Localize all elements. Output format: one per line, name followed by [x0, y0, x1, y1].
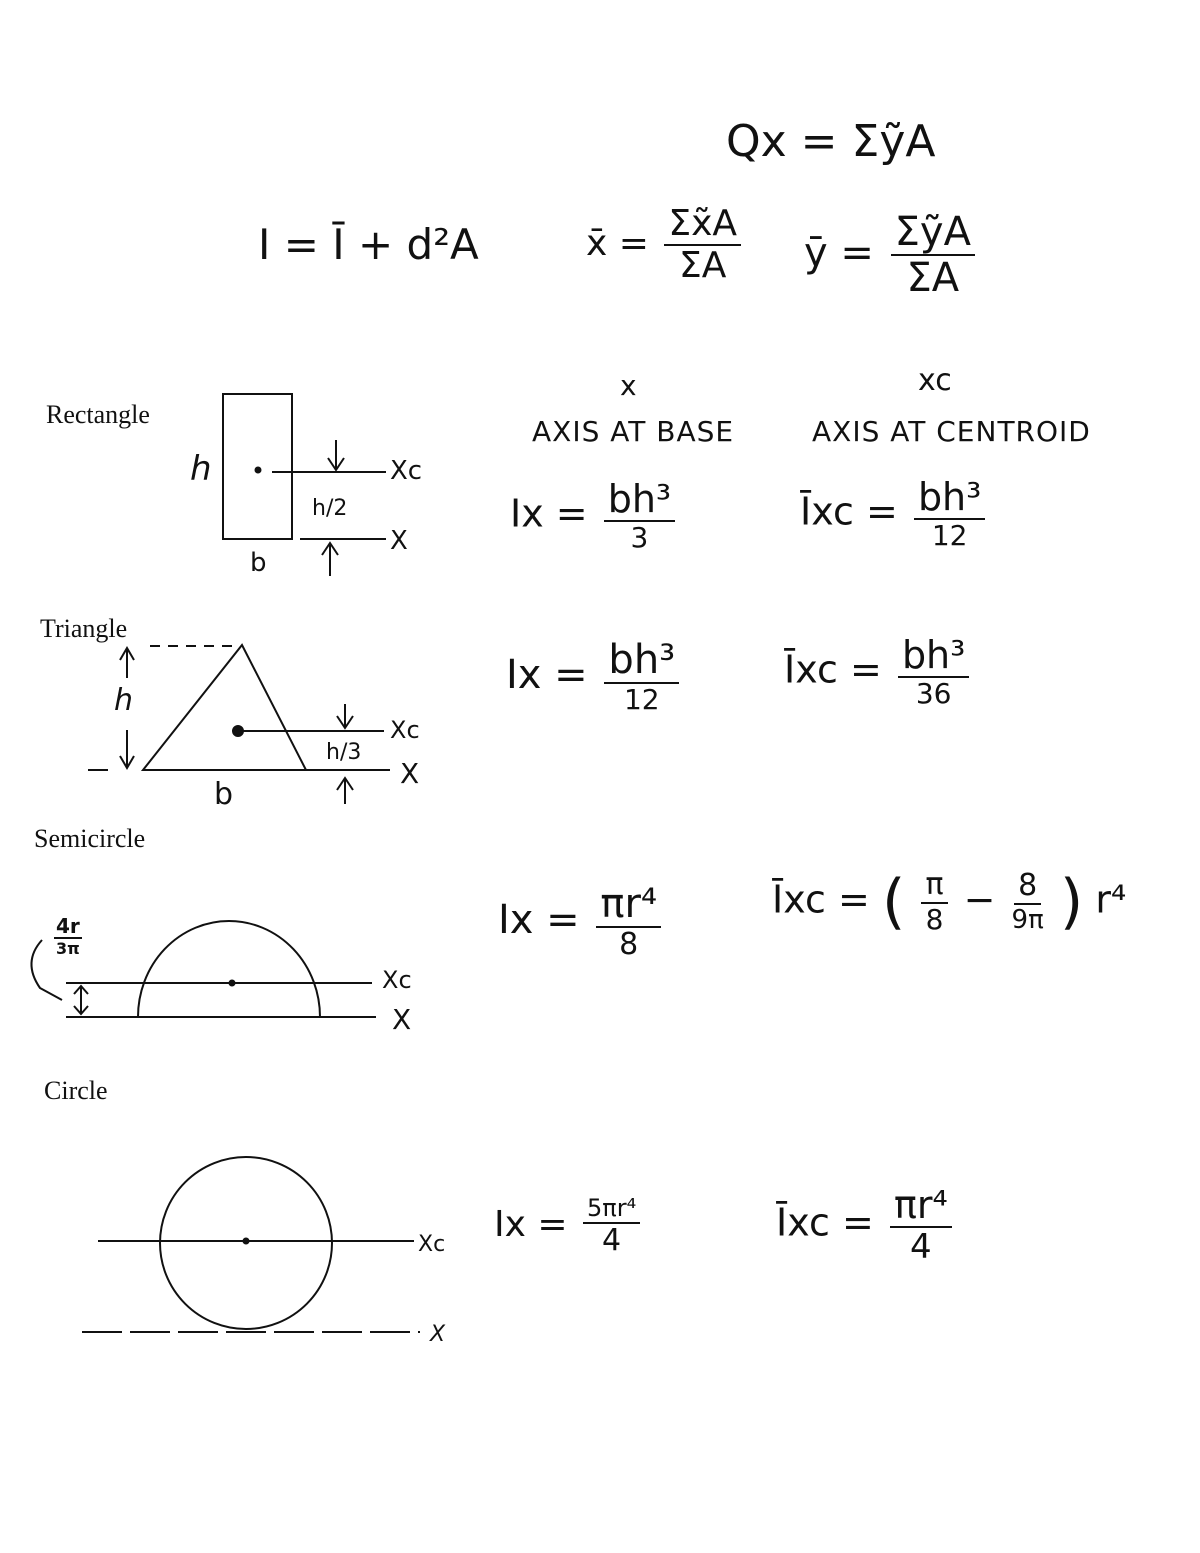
- semicircle-ixc-f1-num: π: [921, 870, 947, 904]
- rectangle-xc-label: Xc: [390, 456, 423, 486]
- triangle-ix-lhs: Ix =: [506, 652, 588, 698]
- rectangle-ix-fraction: [604, 477, 675, 554]
- semicircle-paren-close: ): [1059, 867, 1084, 937]
- rectangle-outline: [223, 394, 292, 539]
- rectangle-ixc-den: 12: [931, 519, 968, 552]
- circle-x-label: X: [430, 1322, 446, 1347]
- ybar-denominator: ΣA: [906, 255, 960, 301]
- triangle-ixc-den: 36: [915, 677, 952, 710]
- semicircle-ix-fraction: [596, 881, 661, 962]
- circle-ix-formula: [494, 1196, 644, 1256]
- semicircle-title: Semicircle: [34, 824, 146, 853]
- semicircle-offset-fraction: [54, 916, 82, 957]
- semicircle-ixc-f2-num: 8: [1014, 871, 1041, 905]
- circle-figure: [82, 1157, 420, 1332]
- triangle-b-label: b: [214, 777, 234, 812]
- circle-ixc-num: πr⁴: [890, 1186, 952, 1228]
- rectangle-x-label: X: [390, 526, 408, 556]
- rectangle-title: Rectangle: [46, 400, 150, 429]
- triangle-ix-fraction: [604, 637, 679, 716]
- xbar-denominator: ΣA: [679, 245, 727, 286]
- ybar-numerator: ΣỹA: [891, 212, 975, 256]
- triangle-offset-label: h/3: [326, 740, 362, 765]
- circle-ix-num: 5πr⁴: [583, 1196, 640, 1224]
- semicircle-offset-num: 4r: [56, 914, 80, 938]
- circle-title: Circle: [44, 1076, 108, 1105]
- xbar-lhs: x̄ =: [586, 223, 649, 264]
- rectangle-ix-lhs: Ix =: [510, 491, 588, 536]
- col2-label: AXIS AT CENTROID: [812, 415, 1091, 448]
- semicircle-ixc-frac1: [921, 867, 947, 936]
- xbar-numerator: Σx̃A: [664, 206, 741, 246]
- semicircle-xc-label: Xc: [382, 966, 412, 994]
- rectangle-ix-formula: [510, 477, 679, 554]
- triangle-x-label: X: [400, 757, 420, 790]
- circle-ixc-formula: [776, 1183, 956, 1267]
- rectangle-h-label: h: [190, 449, 212, 489]
- triangle-ixc-formula: [784, 633, 973, 710]
- circle-ixc-lhs: Īxc =: [776, 1200, 874, 1245]
- rectangle-b-label: b: [250, 548, 267, 578]
- triangle-xc-label: Xc: [390, 716, 420, 744]
- semicircle-ixc-f2-den: 9π: [1011, 905, 1044, 935]
- triangle-ixc-fraction: [898, 633, 969, 710]
- circle-xc-label: Xc: [418, 1232, 446, 1257]
- triangle-ixc-lhs: Īxc =: [784, 647, 882, 692]
- semicircle-ixc-formula: [772, 867, 1127, 937]
- triangle-h-label: h: [114, 683, 134, 718]
- rectangle-ixc-fraction: [914, 475, 985, 552]
- parallel-axis-formula: I = Ī + d²A: [258, 220, 479, 269]
- semicircle-ixc-frac2: [1011, 868, 1044, 935]
- semicircle-offset-label: [50, 916, 86, 957]
- semicircle-paren-open: (: [881, 867, 906, 937]
- rectangle-ixc-num: bh³: [914, 478, 985, 520]
- triangle-ix-num: bh³: [604, 640, 679, 684]
- ybar-fraction: [891, 209, 975, 301]
- semicircle-ix-formula: [498, 881, 665, 962]
- col1-label: AXIS AT BASE: [532, 415, 735, 448]
- qx-formula: Qx = ΣỹA: [726, 116, 936, 167]
- rectangle-offset-label: h/2: [312, 496, 348, 521]
- circle-ix-lhs: Ix =: [494, 1204, 568, 1245]
- triangle-ix-den: 12: [623, 683, 660, 716]
- col1-symbol: x: [620, 369, 637, 402]
- semicircle-ix-lhs: Ix =: [498, 897, 580, 943]
- circle-centroid-dot: [244, 1239, 249, 1244]
- circle-ix-fraction: [583, 1196, 640, 1256]
- triangle-outline: [143, 645, 306, 770]
- circle-ix-den: 4: [602, 1223, 622, 1258]
- semicircle-ix-den: 8: [619, 927, 639, 962]
- triangle-ixc-num: bh³: [898, 636, 969, 678]
- semicircle-arc: [138, 921, 320, 1017]
- circle-ixc-fraction: [890, 1183, 952, 1267]
- triangle-figure: [88, 645, 390, 804]
- triangle-ix-formula: [506, 637, 683, 716]
- triangle-title: Triangle: [40, 614, 128, 643]
- col2-symbol: xc: [918, 363, 952, 398]
- rectangle-ix-num: bh³: [604, 480, 675, 522]
- ybar-lhs: ȳ =: [804, 230, 874, 276]
- semicircle-offset-den: 3π: [55, 939, 80, 958]
- semicircle-ixc-f1-den: 8: [925, 903, 944, 936]
- rectangle-ixc-formula: [800, 475, 989, 552]
- semicircle-centroid-dot: [230, 981, 235, 986]
- rectangle-ix-den: 3: [630, 521, 649, 554]
- rectangle-ixc-lhs: Īxc =: [800, 489, 898, 534]
- ybar-formula: [804, 209, 979, 301]
- rectangle-figure: [223, 394, 386, 576]
- semicircle-ixc-lhs: Īxc =: [772, 877, 870, 922]
- semicircle-x-label: X: [392, 1003, 412, 1036]
- xbar-fraction: [664, 203, 741, 286]
- rectangle-centroid-dot: [256, 468, 261, 473]
- xbar-formula: [586, 203, 745, 286]
- circle-ixc-den: 4: [909, 1227, 932, 1267]
- semicircle-ixc-tail: r⁴: [1095, 877, 1127, 922]
- semicircle-ix-num: πr⁴: [596, 884, 661, 928]
- semicircle-ixc-minus: −: [963, 877, 996, 922]
